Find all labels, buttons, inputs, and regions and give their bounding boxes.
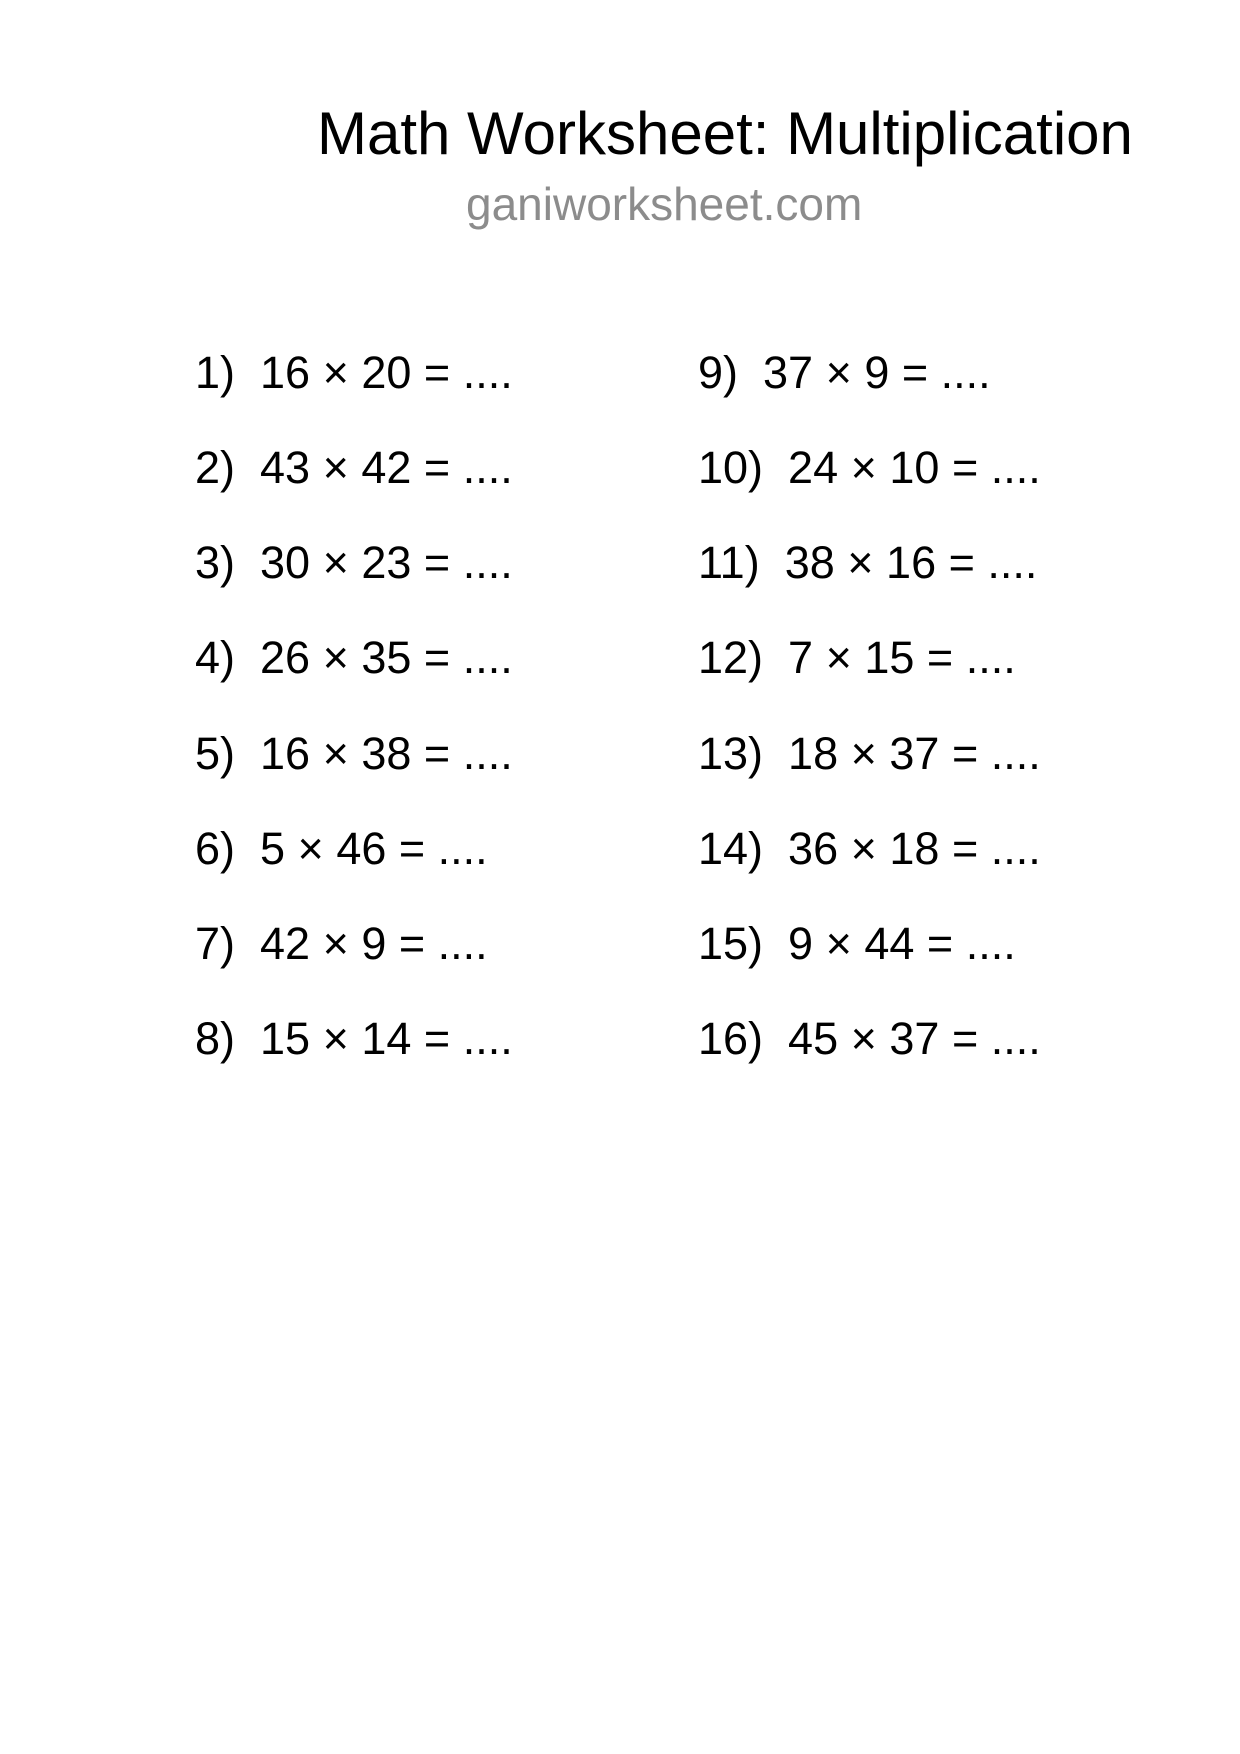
- problem-number: 14): [698, 822, 764, 874]
- problem-expression: 42 × 9 = ....: [260, 917, 488, 969]
- problem-item: [195, 917, 513, 1016]
- problem-expression: 37 × 9 = ....: [763, 347, 991, 398]
- problem-number: 1): [195, 347, 236, 398]
- problem-item: [698, 822, 1041, 921]
- problems-column-left: [195, 347, 513, 1111]
- problem-expression: 7 × 15 = ....: [788, 632, 1016, 684]
- problem-item: [195, 727, 513, 826]
- problem-number: 13): [698, 727, 764, 779]
- problem-expression: 36 × 18 = ....: [788, 822, 1041, 874]
- problem-number: 11): [698, 537, 760, 589]
- problem-number: 8): [195, 1012, 236, 1064]
- problem-expression: 5 × 46 = ....: [260, 822, 488, 874]
- problem-number: 16): [698, 1012, 764, 1064]
- problem-item: [698, 537, 1041, 635]
- problem-item: [698, 632, 1041, 730]
- problem-item: [195, 822, 513, 921]
- problem-item: [195, 442, 513, 540]
- problem-expression: 45 × 37 = ....: [788, 1012, 1041, 1064]
- problem-expression: 38 × 16 = ....: [784, 537, 1038, 589]
- problem-expression: 26 × 35 = ....: [260, 632, 513, 684]
- page-title: Math Worksheet: Multiplication: [317, 100, 1133, 167]
- problem-number: 6): [195, 822, 236, 874]
- problem-expression: 43 × 42 = ....: [260, 442, 513, 494]
- problem-expression: 15 × 14 = ....: [260, 1012, 513, 1064]
- problem-expression: 30 × 23 = ....: [260, 537, 513, 589]
- problems-column-right: [698, 347, 1041, 1111]
- problem-number: 10): [698, 442, 764, 494]
- problem-expression: 18 × 37 = ....: [788, 727, 1041, 779]
- problem-item: [698, 1012, 1041, 1111]
- problem-expression: 9 × 44 = ....: [788, 917, 1016, 969]
- problem-item: [698, 917, 1041, 1016]
- problem-number: 5): [195, 727, 236, 779]
- site-url: ganiworksheet.com: [466, 178, 863, 230]
- problem-expression: 16 × 20 = ....: [260, 347, 513, 398]
- problem-item: [195, 632, 513, 730]
- problem-number: 4): [195, 632, 236, 684]
- problem-item: [195, 537, 513, 635]
- problem-number: 9): [698, 347, 739, 398]
- problem-expression: 16 × 38 = ....: [260, 727, 513, 779]
- problem-number: 7): [195, 917, 236, 969]
- problem-item: [195, 347, 513, 445]
- problem-expression: 24 × 10 = ....: [788, 442, 1041, 494]
- problem-item: [698, 347, 1041, 445]
- problem-item: [698, 442, 1041, 540]
- problem-item: [195, 1012, 513, 1111]
- problem-number: 12): [698, 632, 764, 684]
- problem-number: 2): [195, 442, 236, 494]
- problem-number: 3): [195, 537, 236, 589]
- problem-number: 15): [698, 917, 764, 969]
- problem-item: [698, 727, 1041, 826]
